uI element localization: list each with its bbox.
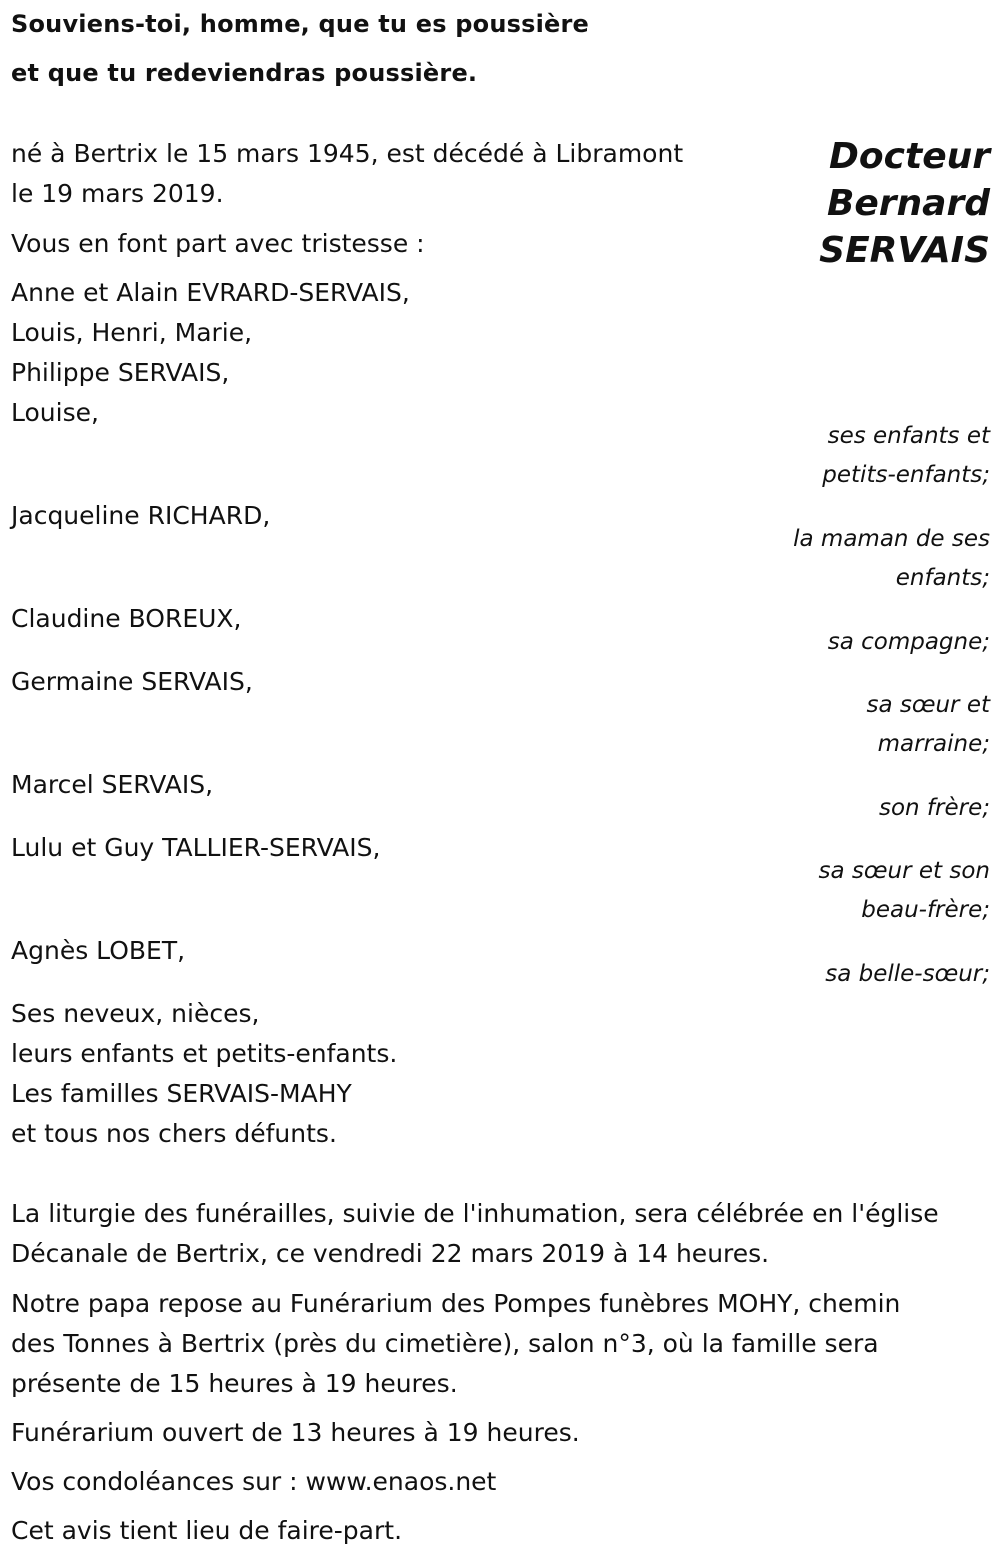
children-relation <box>822 417 990 495</box>
family-name-claudine: Claudine BOREUX, <box>11 604 242 633</box>
family-name-line: Louis, Henri, Marie, <box>11 318 253 347</box>
relation-line: sa sœur et son <box>818 858 990 884</box>
others-line: Les familles SERVAIS-MAHY <box>11 1079 352 1108</box>
jacqueline-relation <box>793 520 990 598</box>
relation-line: petits-enfants; <box>822 462 990 488</box>
relation-line: ses enfants et <box>827 423 990 449</box>
others-block <box>11 994 397 1154</box>
rest-line: des Tonnes à Bertrix (près du cimetière), salon n°3, où la famille sera <box>11 1329 879 1358</box>
family-name-line: Louise, <box>11 398 99 427</box>
rest-line: présente de 15 heures à 19 heures. <box>11 1369 458 1398</box>
family-name-lulu: Lulu et Guy TALLIER-SERVAIS, <box>11 833 381 862</box>
rest-line: Notre papa repose au Funérarium des Pompes funèbres MOHY, chemin <box>11 1289 901 1318</box>
family-name-marcel: Marcel SERVAIS, <box>11 770 214 799</box>
children-names <box>11 273 410 433</box>
quote-line-2: et que tu redeviendras poussière. <box>11 59 478 87</box>
family-name-agnes: Agnès LOBET, <box>11 936 186 965</box>
liturgy-line: Décanale de Bertrix, ce vendredi 22 mars 2019 à 14 heures. <box>11 1239 770 1268</box>
lulu-relation <box>819 852 990 930</box>
germaine-relation <box>866 686 990 764</box>
family-name-line: Anne et Alain EVRARD-SERVAIS, <box>11 278 410 307</box>
condolences-line: Vos condoléances sur : www.enaos.net <box>11 1467 497 1496</box>
relation-line: enfants; <box>895 565 990 591</box>
relation-line: marraine; <box>877 731 990 757</box>
others-line: Ses neveux, nièces, <box>11 999 260 1028</box>
relation-line: la maman de ses <box>793 526 990 552</box>
relation-line: sa sœur et <box>866 692 990 718</box>
rest-paragraph <box>11 1284 900 1404</box>
liturgy-paragraph <box>11 1194 939 1274</box>
relation-line: beau-frère; <box>861 897 990 923</box>
marcel-relation: son frère; <box>878 795 990 821</box>
others-line: leurs enfants et petits-enfants. <box>11 1039 398 1068</box>
deceased-last-name: SERVAIS <box>819 230 990 271</box>
liturgy-line: La liturgie des funérailles, suivie de l'inhumation, sera célébrée en l'église <box>11 1199 939 1228</box>
family-name-jacqueline: Jacqueline RICHARD, <box>11 501 271 530</box>
intro-line-1: né à Bertrix le 15 mars 1945, est décédé à Libramont <box>11 139 684 168</box>
notice-line: Cet avis tient lieu de faire-part. <box>11 1516 403 1545</box>
intro-line-2: le 19 mars 2019. <box>11 179 224 208</box>
others-line: et tous nos chers défunts. <box>11 1119 337 1148</box>
quote-line-1: Souviens-toi, homme, que tu es poussière <box>11 10 590 38</box>
deceased-first-name: Bernard <box>826 183 990 224</box>
family-name-line: Philippe SERVAIS, <box>11 358 230 387</box>
family-name-germaine: Germaine SERVAIS, <box>11 667 253 696</box>
announce-line: Vous en font part avec tristesse : <box>11 229 425 258</box>
deceased-name <box>819 133 990 274</box>
deceased-title: Docteur <box>829 136 990 177</box>
funerarium-hours: Funérarium ouvert de 13 heures à 19 heures. <box>11 1418 580 1447</box>
agnes-relation: sa belle-sœur; <box>825 961 990 987</box>
claudine-relation: sa compagne; <box>827 629 990 655</box>
